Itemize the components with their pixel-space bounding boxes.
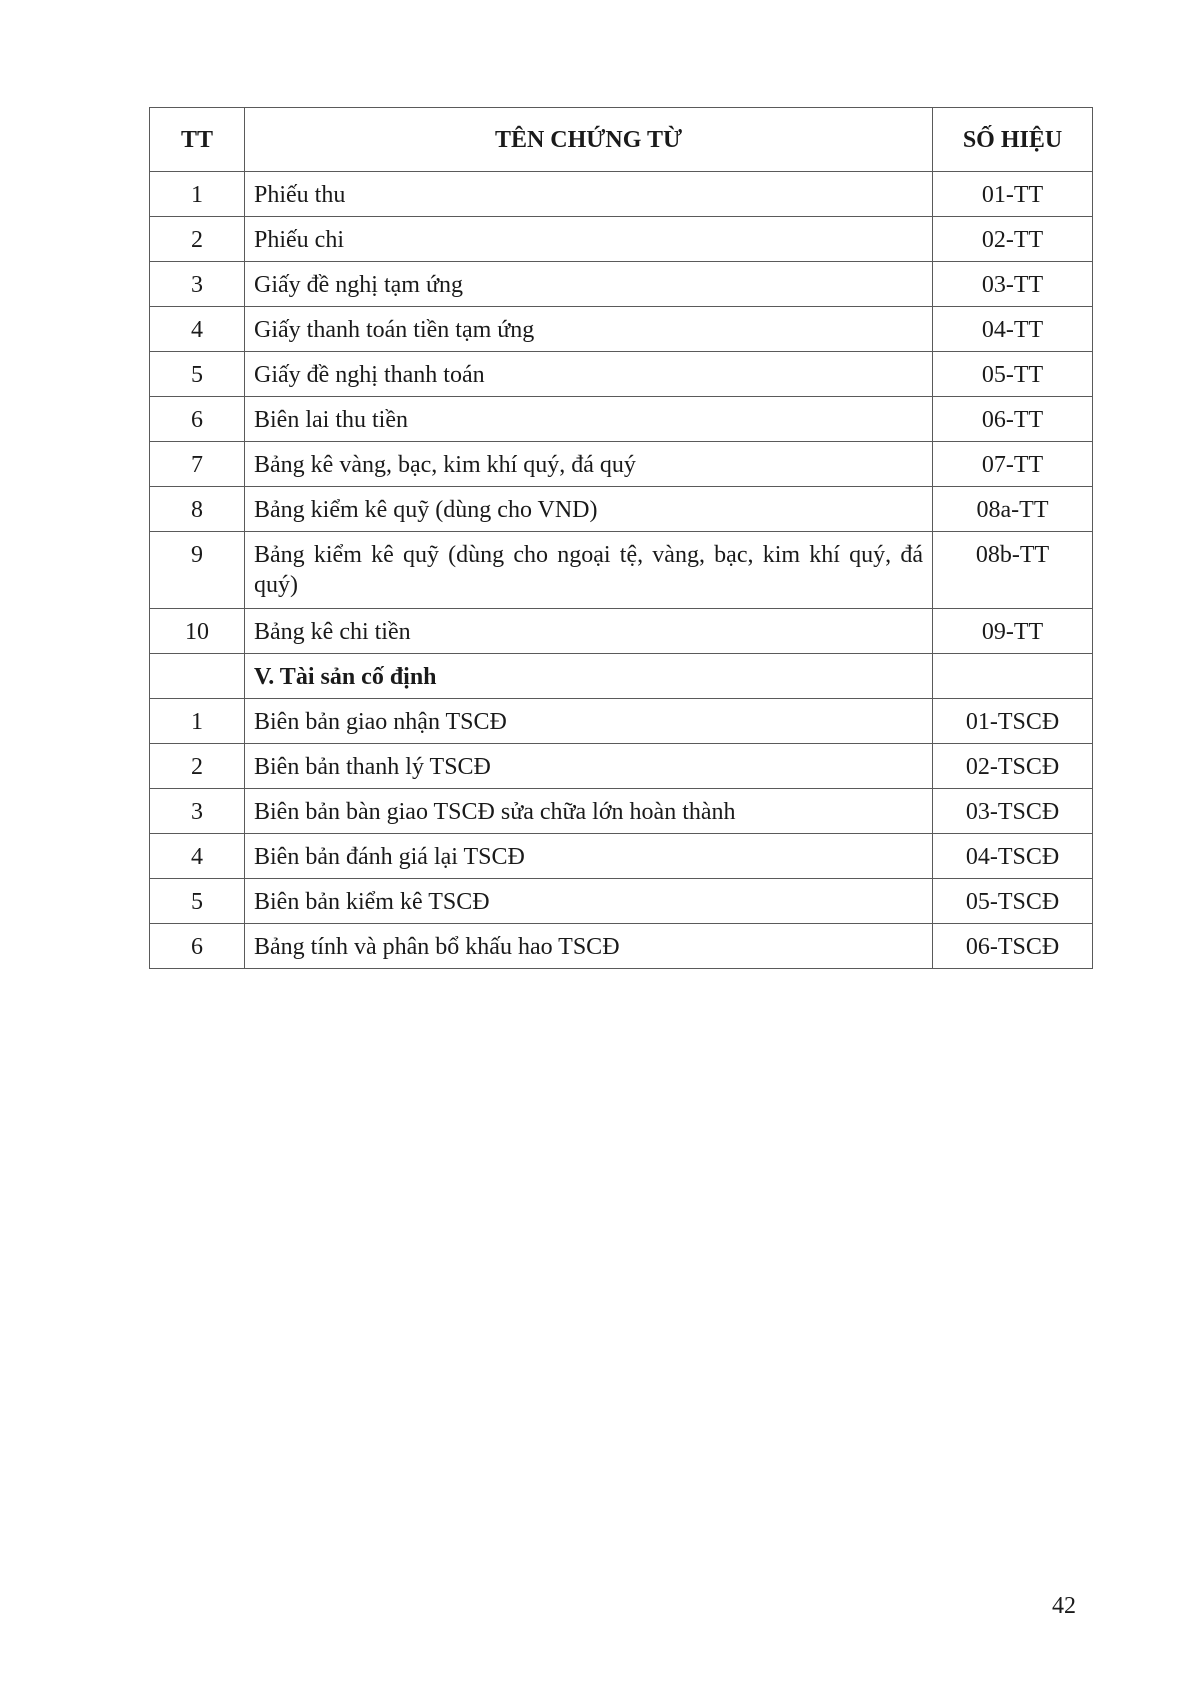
row-code — [933, 654, 1093, 699]
row-name: Biên bản bàn giao TSCĐ sửa chữa lớn hoàn thành — [245, 789, 933, 834]
row-tt: 10 — [150, 609, 245, 654]
table-row — [150, 609, 1093, 654]
row-code: 01-TSCĐ — [933, 699, 1093, 744]
row-name: Giấy thanh toán tiền tạm ứng — [245, 307, 933, 352]
row-code: 04-TT — [933, 307, 1093, 352]
row-name: Giấy đề nghị tạm ứng — [245, 262, 933, 307]
row-code: 08a-TT — [933, 487, 1093, 532]
table-row — [150, 172, 1093, 217]
row-code: 02-TSCĐ — [933, 744, 1093, 789]
row-name: Biên bản đánh giá lại TSCĐ — [245, 834, 933, 879]
row-code: 08b-TT — [933, 532, 1093, 609]
table-row — [150, 487, 1093, 532]
row-name: Biên lai thu tiền — [245, 397, 933, 442]
table-row — [150, 442, 1093, 487]
table-row — [150, 834, 1093, 879]
row-name: Bảng tính và phân bổ khấu hao TSCĐ — [245, 924, 933, 969]
table-row — [150, 397, 1093, 442]
page-number: 42 — [1052, 1593, 1076, 1619]
row-tt: 6 — [150, 397, 245, 442]
row-tt — [150, 654, 245, 699]
section-title: V. Tài sản cố định — [245, 654, 933, 699]
row-code: 06-TSCĐ — [933, 924, 1093, 969]
row-name: Biên bản giao nhận TSCĐ — [245, 699, 933, 744]
row-name: Giấy đề nghị thanh toán — [245, 352, 933, 397]
row-code: 03-TSCĐ — [933, 789, 1093, 834]
row-tt: 9 — [150, 532, 245, 609]
row-tt: 4 — [150, 307, 245, 352]
table-row — [150, 924, 1093, 969]
row-name: Biên bản kiểm kê TSCĐ — [245, 879, 933, 924]
row-code: 09-TT — [933, 609, 1093, 654]
row-name: Bảng kiểm kê quỹ (dùng cho ngoại tệ, vàng, bạc, kim khí quý, đá quý) — [245, 532, 933, 609]
row-name: Biên bản thanh lý TSCĐ — [245, 744, 933, 789]
row-code: 04-TSCĐ — [933, 834, 1093, 879]
row-tt: 1 — [150, 172, 245, 217]
row-tt: 2 — [150, 744, 245, 789]
table-row — [150, 217, 1093, 262]
header-name: TÊN CHỨNG TỪ — [245, 108, 933, 172]
table-body — [150, 172, 1093, 969]
row-tt: 2 — [150, 217, 245, 262]
row-code: 05-TT — [933, 352, 1093, 397]
section-heading-row — [150, 654, 1093, 699]
row-code: 01-TT — [933, 172, 1093, 217]
table-row — [150, 532, 1093, 609]
table-row — [150, 262, 1093, 307]
row-code: 02-TT — [933, 217, 1093, 262]
row-name: Phiếu chi — [245, 217, 933, 262]
header-tt: TT — [150, 108, 245, 172]
row-code: 06-TT — [933, 397, 1093, 442]
row-tt: 3 — [150, 262, 245, 307]
row-tt: 4 — [150, 834, 245, 879]
row-name: Bảng kiểm kê quỹ (dùng cho VND) — [245, 487, 933, 532]
row-name: Bảng kê vàng, bạc, kim khí quý, đá quý — [245, 442, 933, 487]
row-name: Bảng kê chi tiền — [245, 609, 933, 654]
row-tt: 7 — [150, 442, 245, 487]
row-code: 03-TT — [933, 262, 1093, 307]
row-name: Phiếu thu — [245, 172, 933, 217]
row-tt: 8 — [150, 487, 245, 532]
table-row — [150, 879, 1093, 924]
table-row — [150, 352, 1093, 397]
row-tt: 6 — [150, 924, 245, 969]
table-row — [150, 699, 1093, 744]
table-row — [150, 789, 1093, 834]
row-tt: 5 — [150, 879, 245, 924]
row-tt: 5 — [150, 352, 245, 397]
table-header-row — [150, 108, 1093, 172]
document-list-table — [149, 107, 1093, 969]
header-code: SỐ HIỆU — [933, 108, 1093, 172]
row-tt: 1 — [150, 699, 245, 744]
row-tt: 3 — [150, 789, 245, 834]
row-code: 05-TSCĐ — [933, 879, 1093, 924]
table-row — [150, 307, 1093, 352]
table-row — [150, 744, 1093, 789]
row-code: 07-TT — [933, 442, 1093, 487]
